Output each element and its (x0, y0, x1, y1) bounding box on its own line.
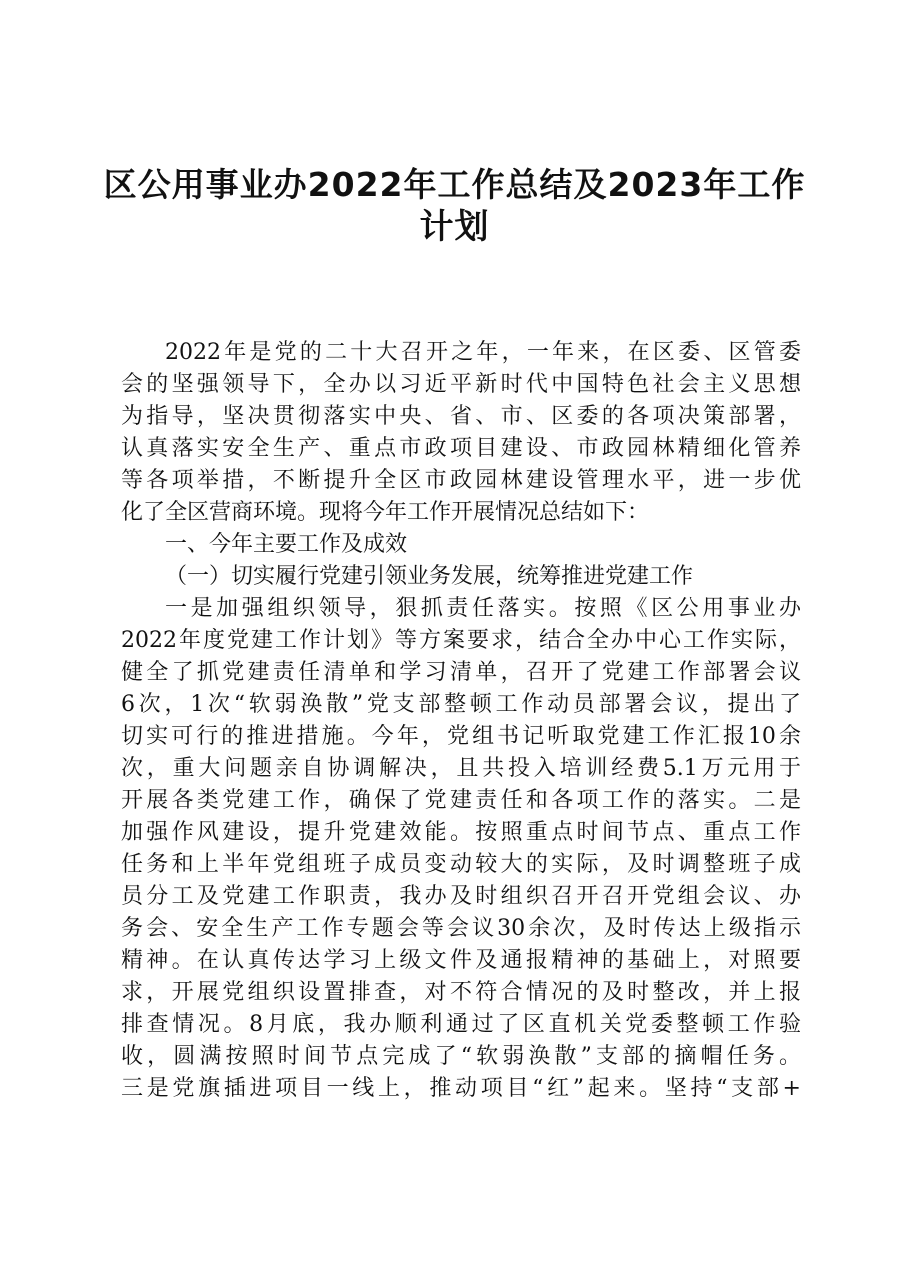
body-line: 开展各类党建工作，确保了党建责任和各项工作的落实。二是 (121, 788, 801, 813)
body-line: 化了全区营商环境。现将今年工作开展情况总结如下： (121, 500, 650, 525)
body-line: 6次，1次“软弱涣散”党支部整顿工作动员部署会议，提出了 (121, 692, 801, 717)
body-line: 求，开展党组织设置排查，对不符合情况的及时整改，并上报 (121, 980, 801, 1005)
body-line: 精神。在认真传达学习上级文件及通报精神的基础上，对照要 (121, 948, 801, 973)
subsection-heading: （一）切实履行党建引领业务发展，统筹推进党建工作 (165, 564, 694, 589)
body-line: 2022年度党建工作计划》等方案要求，结合全办中心工作实际， (121, 628, 801, 653)
body-line: 为指导，坚决贯彻落实中央、省、市、区委的各项决策部署， (121, 404, 801, 429)
document-title-line-1: 区公用事业办2022年工作总结及2023年工作 (103, 165, 806, 204)
body-line: 加强作风建设，提升党建效能。按照重点时间节点、重点工作 (121, 820, 801, 845)
body-line: 务会、安全生产工作专题会等会议30余次，及时传达上级指示 (121, 916, 801, 941)
body-line: 认真落实安全生产、重点市政项目建设、市政园林精细化管养 (121, 436, 801, 461)
document-title-line-2: 计划 (419, 207, 490, 247)
body-line: 健全了抓党建责任清单和学习清单，召开了党建工作部署会议 (121, 660, 801, 685)
body-line: 员分工及党建工作职责，我办及时组织召开召开党组会议、办 (121, 884, 801, 909)
body-line: 收，圆满按照时间节点完成了“软弱涣散”支部的摘帽任务。 (121, 1044, 801, 1069)
body-line: 切实可行的推进措施。今年，党组书记听取党建工作汇报10余 (121, 724, 801, 749)
body-line: 任务和上半年党组班子成员变动较大的实际，及时调整班子成 (121, 852, 801, 877)
section-heading: 一、今年主要工作及成效 (165, 532, 408, 557)
body-line: 排查情况。8月底，我办顺利通过了区直机关党委整顿工作验 (121, 1012, 801, 1037)
body-line: 2022年是党的二十大召开之年，一年来，在区委、区管委 (165, 340, 801, 365)
body-line: 会的坚强领导下，全办以习近平新时代中国特色社会主义思想 (121, 372, 801, 397)
body-line: 一是加强组织领导，狠抓责任落实。按照《区公用事业办 (165, 596, 801, 621)
body-line: 三是党旗插进项目一线上，推动项目“红”起来。坚持“支部+ (121, 1076, 801, 1101)
body-line: 次，重大问题亲自协调解决，且共投入培训经费5.1万元用于 (121, 756, 801, 781)
body-line: 等各项举措，不断提升全区市政园林建设管理水平，进一步优 (121, 468, 801, 493)
